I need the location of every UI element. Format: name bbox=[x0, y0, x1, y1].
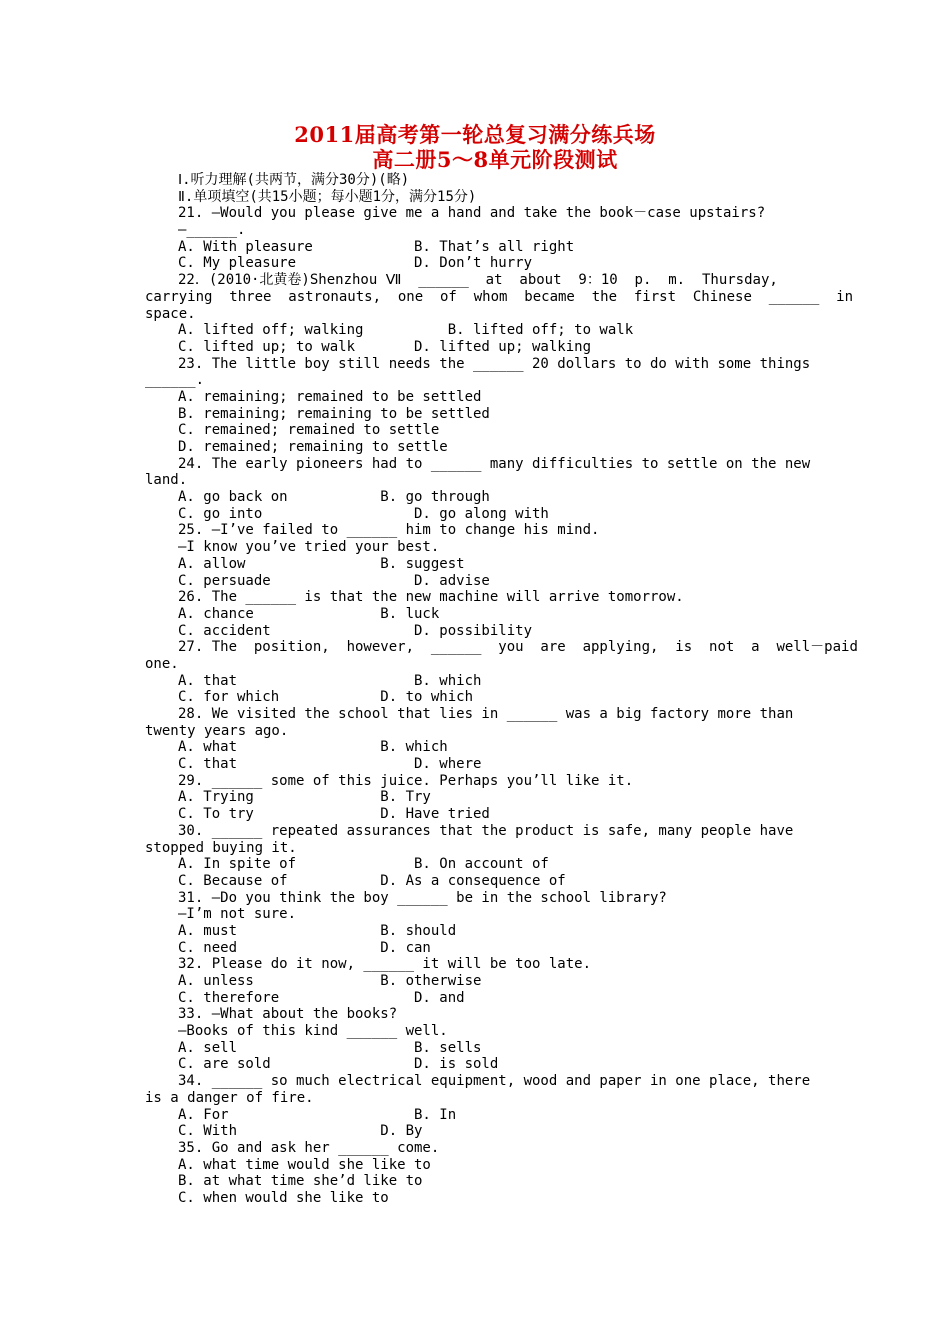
text-line bbox=[0, 606, 950, 623]
text-line bbox=[0, 372, 950, 389]
text-line-content: 26. The ______ is that the new machine will arrive tomorrow. bbox=[178, 589, 684, 606]
text-line bbox=[0, 639, 950, 656]
text-line bbox=[0, 873, 950, 890]
text-line-content: A. With pleasure B. That’s all right bbox=[178, 238, 575, 255]
text-line bbox=[0, 389, 950, 406]
text-line bbox=[0, 589, 950, 606]
text-line-content: 33. —What about the books? bbox=[178, 1006, 398, 1023]
text-line-content: stopped buying it. bbox=[145, 839, 297, 856]
text-line-content: A. sell B. sells bbox=[178, 1039, 482, 1056]
text-line bbox=[0, 573, 950, 590]
text-line-content: land. bbox=[145, 472, 188, 489]
text-line bbox=[0, 689, 950, 706]
text-line-content: 21. —Would you please give me a hand and take the book－case upstairs? bbox=[178, 205, 766, 222]
text-line bbox=[0, 906, 950, 923]
text-line-content: 25. —I’ve failed to ______ him to change his mind. bbox=[178, 522, 600, 539]
text-line-content: is a danger of fire. bbox=[145, 1089, 314, 1106]
text-line bbox=[0, 1140, 950, 1157]
text-line-content: carrying three astronauts, one of whom became the first Chinese ______ in bbox=[145, 288, 854, 305]
document-subtitle: 高二册5～8单元阶段测试 bbox=[372, 147, 618, 172]
text-line-content: one. bbox=[145, 655, 179, 672]
text-line-content: C. Because of D. As a consequence of bbox=[178, 872, 566, 889]
text-line-content: C. lifted up; to walk D. lifted up; walking bbox=[178, 338, 592, 355]
text-line bbox=[0, 823, 950, 840]
text-line-content: A. what B. which bbox=[178, 739, 448, 756]
text-line bbox=[0, 940, 950, 957]
text-line-content: C. accident D. possibility bbox=[178, 622, 533, 639]
text-line bbox=[0, 1123, 950, 1140]
text-line-content: 22．(2010·北黄卷)Shenzhou Ⅶ ______ at about 9：10 p. m. Thursday, bbox=[178, 272, 778, 289]
text-line bbox=[0, 1173, 950, 1190]
text-line-content: C. With D. By bbox=[178, 1123, 423, 1140]
text-line-content: —______. bbox=[178, 222, 246, 239]
text-line-content: 28. We visited the school that lies in ______ was a big factory more than bbox=[178, 706, 794, 722]
text-line-content: B. at what time she’d like to bbox=[178, 1173, 423, 1190]
text-line-content: —I know you’ve tried your best. bbox=[178, 539, 440, 556]
text-line bbox=[0, 306, 950, 323]
text-line-content: 31. —Do you think the boy ______ be in the school library? bbox=[178, 889, 667, 906]
text-line-content: 35. Go and ask her ______ come. bbox=[178, 1139, 440, 1156]
document-title: 2011届高考第一轮总复习满分练兵场 bbox=[294, 122, 656, 147]
text-line bbox=[0, 422, 950, 439]
text-line-content: 34. ______ so much electrical equipment, wood and paper in one place, there bbox=[178, 1073, 811, 1090]
text-line bbox=[0, 706, 950, 723]
text-line bbox=[0, 923, 950, 940]
text-line-content: C. therefore D. and bbox=[178, 989, 465, 1006]
text-line-content: D. remained; remaining to settle bbox=[178, 439, 448, 455]
text-line-content: C. My pleasure D. Don’t hurry bbox=[178, 255, 533, 272]
text-line-content: 29. ______ some of this juice. Perhaps you’ll like it. bbox=[178, 772, 634, 789]
text-line bbox=[0, 356, 950, 373]
text-line-content: Ⅱ.单项填空(共15小题；每小题1分，满分15分) bbox=[178, 188, 477, 205]
text-line bbox=[0, 1157, 950, 1174]
text-line bbox=[0, 840, 950, 857]
text-line bbox=[0, 656, 950, 673]
text-line-content: C. need D. can bbox=[178, 939, 431, 956]
text-line-content: C. are sold D. is sold bbox=[178, 1056, 499, 1073]
text-line bbox=[0, 890, 950, 907]
text-line-content: A. allow B. suggest bbox=[178, 555, 465, 572]
text-line-content: A. lifted off; walking B. lifted off; to walk bbox=[178, 322, 634, 339]
text-line bbox=[0, 990, 950, 1007]
text-line bbox=[0, 322, 950, 339]
text-line bbox=[0, 806, 950, 823]
text-line-content: A. chance B. luck bbox=[178, 605, 440, 622]
text-line bbox=[0, 289, 950, 306]
text-line bbox=[0, 172, 950, 189]
text-line bbox=[0, 1040, 950, 1057]
text-line-content: Ⅰ.听力理解(共两节，满分30分)(略) bbox=[178, 172, 410, 188]
text-line-content: space. bbox=[145, 305, 196, 322]
text-line bbox=[0, 222, 950, 239]
text-line-content: A. unless B. otherwise bbox=[178, 973, 482, 989]
text-line bbox=[0, 539, 950, 556]
text-line-content: 27. The position, however, ______ you are applying, is not a well－paid bbox=[178, 639, 858, 656]
text-line-content: C. go into D. go along with bbox=[178, 505, 549, 522]
text-line bbox=[0, 272, 950, 289]
text-line bbox=[0, 1073, 950, 1090]
text-line bbox=[0, 489, 950, 506]
text-line bbox=[0, 756, 950, 773]
text-line bbox=[0, 739, 950, 756]
text-line bbox=[0, 472, 950, 489]
text-line-content: A. go back on B. go through bbox=[178, 489, 490, 506]
text-line-content: 30. ______ repeated assurances that the product is safe, many people have bbox=[178, 822, 794, 839]
text-line-content: C. To try D. Have tried bbox=[178, 806, 490, 823]
text-line bbox=[0, 339, 950, 356]
text-line bbox=[0, 773, 950, 790]
text-line bbox=[0, 1006, 950, 1023]
text-line bbox=[0, 623, 950, 640]
text-line bbox=[0, 673, 950, 690]
text-line-content: 24. The early pioneers had to ______ many difficulties to settle on the new bbox=[178, 455, 811, 472]
text-line-content: A. For B. In bbox=[178, 1106, 457, 1123]
text-line bbox=[0, 255, 950, 272]
text-line bbox=[0, 789, 950, 806]
text-line-content: C. persuade D. advise bbox=[178, 572, 490, 589]
text-line-content: 32. Please do it now, ______ it will be too late. bbox=[178, 956, 592, 973]
text-line-content: —Books of this kind ______ well. bbox=[178, 1023, 448, 1040]
text-line bbox=[0, 439, 950, 456]
text-line bbox=[0, 856, 950, 873]
text-line bbox=[0, 456, 950, 473]
text-line-content: 23. The little boy still needs the ______ 20 dollars to do with some things bbox=[178, 355, 811, 372]
text-line bbox=[0, 723, 950, 740]
text-line bbox=[0, 406, 950, 423]
text-line-content: A. that B. which bbox=[178, 672, 482, 689]
text-line-content: A. what time would she like to bbox=[178, 1156, 431, 1173]
text-line-content: B. remaining; remaining to be settled bbox=[178, 405, 490, 422]
text-line-content: C. for which D. to which bbox=[178, 689, 474, 706]
text-line bbox=[0, 189, 950, 206]
text-line-content: A. must B. should bbox=[178, 922, 457, 939]
text-line-content: C. remained; remained to settle bbox=[178, 422, 440, 439]
text-line bbox=[0, 973, 950, 990]
text-line-content: —I’m not sure. bbox=[178, 906, 297, 923]
text-line bbox=[0, 522, 950, 539]
text-line-content: twenty years ago. bbox=[145, 722, 289, 739]
text-line-content: C. that D. where bbox=[178, 756, 482, 773]
text-line-content: ______. bbox=[145, 372, 205, 389]
text-line-content: A. In spite of B. On account of bbox=[178, 856, 549, 873]
text-line bbox=[0, 1107, 950, 1124]
text-line bbox=[0, 205, 950, 222]
text-line-content: A. remaining; remained to be settled bbox=[178, 388, 482, 405]
text-line bbox=[0, 1023, 950, 1040]
text-line bbox=[0, 1190, 950, 1207]
document-body bbox=[0, 172, 950, 1207]
text-line-content: A. Trying B. Try bbox=[178, 789, 431, 806]
text-line bbox=[0, 1056, 950, 1073]
text-line bbox=[0, 956, 950, 973]
text-line bbox=[0, 239, 950, 256]
text-line bbox=[0, 1090, 950, 1107]
text-line bbox=[0, 506, 950, 523]
text-line-content: C. when would she like to bbox=[178, 1189, 389, 1206]
text-line bbox=[0, 556, 950, 573]
